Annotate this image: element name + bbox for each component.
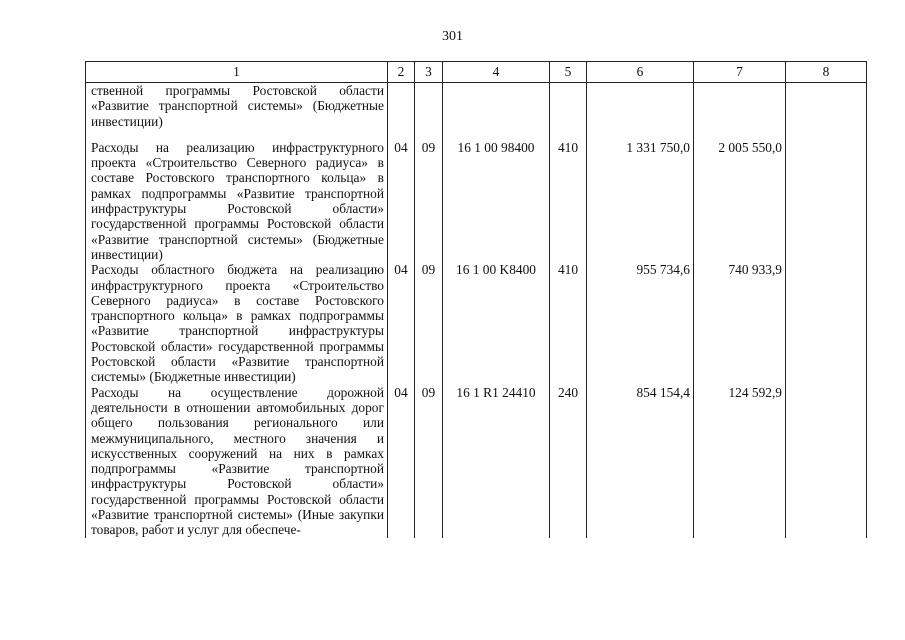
row-expense-type-code: 410 [550, 262, 587, 384]
row-amount-1: 1 331 750,0 [587, 140, 694, 262]
budget-table [85, 61, 867, 538]
row-subsection-code: 09 [415, 262, 443, 384]
table-row [86, 385, 867, 538]
row-description: Расходы на осуществление дорожной деятельности в отношении автомобильных дорог общего пользования регионального или межмуниципального, местного значения и искусственных сооружений на них в рамках подпрограммы «Развитие транспортной инфраструктуры Ростовской области» государственной программы Ростовской области «Развитие транспортной системы» (Иные закупки товаров, работ и услуг для обеспече- [86, 385, 388, 538]
row-section-code: 04 [388, 385, 415, 538]
column-header-7: 7 [694, 62, 786, 83]
table-row [86, 83, 867, 140]
row-target-article-code: 16 1 00 K8400 [443, 262, 550, 384]
row-amount-1: 955 734,6 [587, 262, 694, 384]
row-amount-2: 124 592,9 [694, 385, 786, 538]
row-expense-type-code: 240 [550, 385, 587, 538]
column-header-2: 2 [388, 62, 415, 83]
table-row [86, 140, 867, 262]
row-amount-3 [786, 262, 867, 384]
row-amount-1: 854 154,4 [587, 385, 694, 538]
row-target-article-code: 16 1 R1 24410 [443, 385, 550, 538]
row-description: ственной программы Ростовской области «Развитие транспортной системы» (Бюджетные инвестиции) [86, 83, 388, 140]
table-header-row [86, 62, 867, 83]
row-description: Расходы на реализацию инфраструктурного проекта «Строительство Северного радиуса» в составе Ростовского транспортного кольца» в рамках подпрограммы «Развитие транспортной инфраструктуры Ростовской области» государственной программы Ростовской области «Развитие транспортной системы» (Бюджетные инвестиции) [86, 140, 388, 262]
row-section-code: 04 [388, 140, 415, 262]
column-header-3: 3 [415, 62, 443, 83]
row-description: Расходы областного бюджета на реализацию инфраструктурного проекта «Строительство Северного радиуса» в составе Ростовского транспортного кольца» в рамках подпрограммы «Развитие транспортной инфраструктуры Ростовской области» государственной программы Ростовской области «Развитие транспортной системы» (Бюджетные инвестиции) [86, 262, 388, 384]
row-section-code [388, 83, 415, 140]
row-expense-type-code: 410 [550, 140, 587, 262]
row-target-article-code [443, 83, 550, 140]
row-amount-1 [587, 83, 694, 140]
row-section-code: 04 [388, 262, 415, 384]
column-header-4: 4 [443, 62, 550, 83]
row-amount-3 [786, 140, 867, 262]
row-expense-type-code [550, 83, 587, 140]
column-header-8: 8 [786, 62, 867, 83]
row-amount-3 [786, 385, 867, 538]
page-number: 301 [442, 29, 463, 44]
row-amount-3 [786, 83, 867, 140]
column-header-1: 1 [86, 62, 388, 83]
row-subsection-code [415, 83, 443, 140]
column-header-5: 5 [550, 62, 587, 83]
row-target-article-code: 16 1 00 98400 [443, 140, 550, 262]
row-subsection-code: 09 [415, 385, 443, 538]
table-row [86, 262, 867, 384]
row-amount-2: 2 005 550,0 [694, 140, 786, 262]
row-amount-2: 740 933,9 [694, 262, 786, 384]
row-subsection-code: 09 [415, 140, 443, 262]
column-header-6: 6 [587, 62, 694, 83]
row-amount-2 [694, 83, 786, 140]
